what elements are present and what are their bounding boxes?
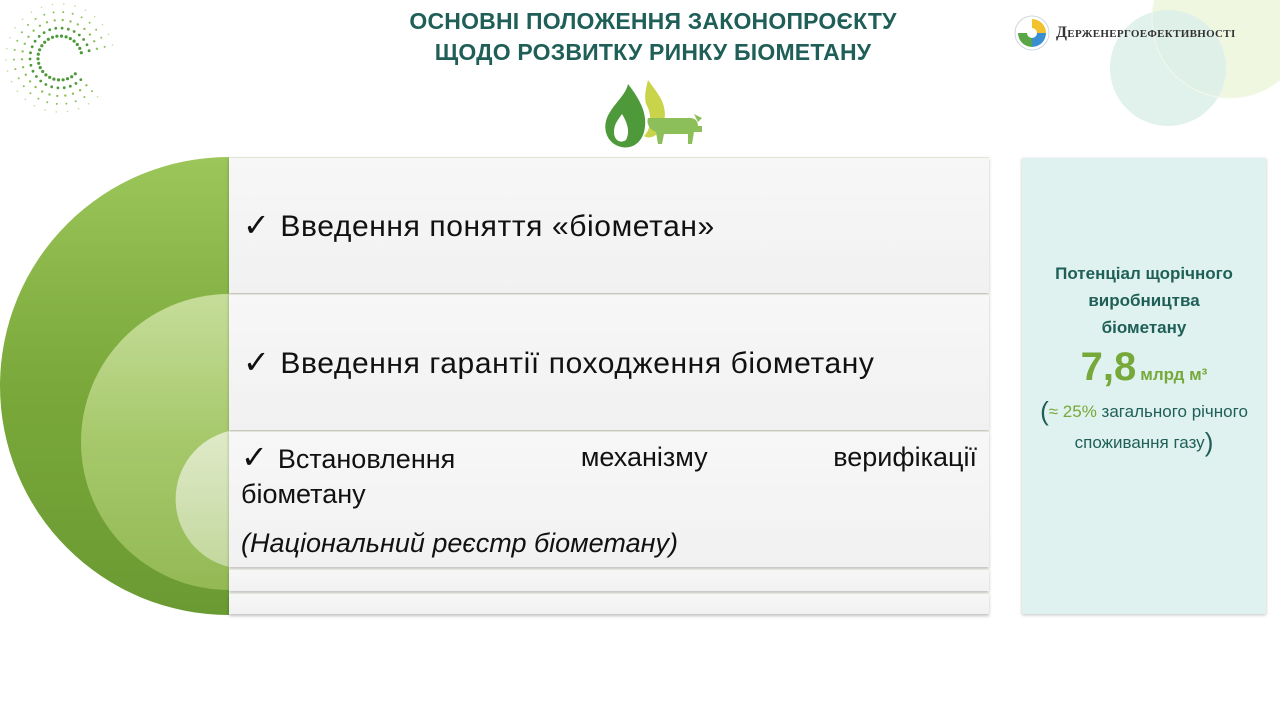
logo-dot [25,74,27,76]
logo-dot [21,31,23,33]
logo-dot [63,86,66,89]
logo-dot [70,75,73,78]
logo-dot [41,90,43,92]
logo-dot [32,70,35,73]
logo-dot [112,44,114,46]
logo-dot [21,58,23,60]
logo-dot [66,77,69,80]
logo-dot [86,43,89,46]
agency-name: Держенергоефективності [1056,24,1236,41]
logo-dot [29,58,32,61]
logo-dot [96,48,98,50]
logo-dot [83,96,85,98]
logo-dot [38,48,41,51]
bullet-1 [243,206,977,244]
bullet-1-text: Введення поняття «біометан» [280,210,715,243]
logo-dot [38,35,41,38]
agency-logo [1014,14,1236,52]
logo-dot [37,98,39,100]
potential-value-row [1022,345,1266,390]
bullet-2 [243,343,977,381]
logo-dot [11,81,13,83]
logo-dot [37,53,40,56]
logo-dot [34,86,36,88]
logo-dot [29,80,31,82]
logo-dot [62,78,65,81]
logo-dot [6,48,8,50]
logo-dot [85,84,87,86]
logo-dot [74,72,77,75]
logo-dot [39,66,42,69]
logo-dot [41,70,44,73]
logo-dot [88,103,90,105]
logo-dot [24,43,26,45]
logo-dot [56,103,58,105]
logo-dot [48,93,50,95]
logo-dot [57,78,60,81]
logo-dot [94,16,96,18]
logo-dot [43,41,46,44]
logo-dot [29,92,31,94]
potential-note [1039,396,1249,458]
logo-dot [69,20,71,22]
logo-dot [37,62,40,65]
logo-dot [7,70,9,72]
empty-band-5 [229,593,989,614]
logo-dot [93,40,95,42]
check-icon: ✓ [241,439,268,475]
agency-logo-icon [1014,15,1050,51]
logo-dot [65,103,67,105]
logo-dot [17,90,19,92]
logo-dot [54,19,56,21]
bullet-3-word-1: ✓ Встановлення [241,439,456,475]
logo-dot [77,23,79,25]
logo-dot [72,13,74,15]
bullet-3-note: (Національний реєстр біометану) [241,528,678,558]
logo-dot [55,111,57,113]
potential-value: 7,8 [1080,345,1137,389]
logo-dot [18,77,20,79]
logo-dot [51,36,54,39]
logo-dot [39,80,42,83]
logo-dot [78,34,81,37]
logo-dot [89,33,91,35]
logo-dot [14,27,16,29]
bullet-3-line-2: біометану [241,479,366,509]
logo-dot [74,5,76,7]
logo-dot [79,78,82,81]
logo-dot [102,24,104,26]
logo-dot [56,95,58,97]
empty-band-4 [229,569,989,591]
note-text: загального річного споживання газу [1074,402,1248,452]
potential-unit: млрд м³ [1140,365,1208,384]
logo-dot [16,40,18,42]
logo-dot [27,36,29,38]
logo-dot [32,30,34,32]
logo-dot [31,11,33,13]
logo-dot [55,35,58,38]
check-icon: ✓ [243,344,271,380]
logo-dot [62,11,64,13]
logo-dot [54,27,57,30]
logo-dot [97,96,99,98]
logo-dot [23,85,25,87]
note-close-paren: ) [1204,427,1214,457]
bullet-3 [241,440,977,512]
logo-dot [81,16,83,18]
logo-dot [61,27,64,30]
bullet-3-word-2: механізму [580,442,708,472]
logo-dot [85,10,87,12]
logo-dot [36,57,39,60]
logo-dot [39,25,41,27]
logo-dot [67,28,70,31]
logo-dot [80,51,83,54]
logo-dot [69,37,72,40]
logo-dot [89,22,91,24]
logo-dot [82,38,85,41]
logo-dot [44,109,46,111]
logo-dot [45,83,48,86]
logo-dot [27,24,29,26]
logo-dot [34,105,36,107]
bullet-2-text: Введення гарантії походження біометану [280,347,875,380]
logo-dot [79,89,81,91]
logo-dot [48,76,51,79]
slide-title-line-1: ОСНОВНІ ПОЛОЖЕННЯ ЗАКОНОПРОЄКТУ [409,8,897,34]
logo-dot [35,18,37,20]
logo-dot [9,37,11,39]
check-icon: ✓ [243,207,271,243]
logo-dot [75,82,78,85]
slide-title-line-2: ЩОДО РОЗВИТКУ РИНКУ БІОМЕТАНУ [434,39,872,65]
logo-dot [75,100,77,102]
logo-dot [78,108,80,110]
logo-dot [43,31,46,34]
potential-card [1022,158,1266,614]
logo-dot [30,64,33,67]
logo-dot [73,40,76,43]
logo-dot [95,29,97,31]
logo-dot [65,35,68,38]
logo-dot [22,66,24,68]
note-percent: ≈ 25% [1048,402,1097,421]
bullet-3-word-3: верифікації [833,442,977,472]
logo-dot [72,93,74,95]
logo-dot [53,11,55,13]
logo-dot [57,87,60,90]
logo-dot [52,4,54,6]
logo-dot [64,94,66,96]
logo-dot [21,50,23,52]
logo-dot [48,28,51,31]
logo-dot [62,19,64,21]
logo-dot [44,73,47,76]
logo-dot [67,111,69,113]
bullet-band-3 [229,431,989,567]
bullet-band-1 [229,157,989,293]
logo-dot [13,59,15,61]
logo-dot [47,38,50,41]
outer-arc [0,157,229,615]
logo-dot [50,85,53,88]
logo-dot [104,46,106,48]
logo-dot [69,85,72,88]
dotted-circle-logo-icon [0,0,120,120]
inner-arc [176,431,229,567]
logo-dot [14,49,16,51]
logo-dot [78,47,81,50]
logo-dot [108,34,110,36]
logo-dot [25,99,27,101]
logo-dot [88,49,91,52]
logo-dot [52,78,55,81]
middle-arc [81,294,229,590]
logo-dot [91,90,93,92]
logo-dot [34,40,37,43]
logo-dot [63,3,65,5]
logo-dot [31,45,34,48]
logo-dot [60,35,63,38]
biomethane-flame-cow-icon [598,74,708,152]
logo-dot [73,30,76,33]
logo-dot [41,7,43,9]
note-open-paren: ( [1040,396,1049,426]
logo-dot [46,21,48,23]
logo-dot [83,28,85,30]
logo-dot [35,75,38,78]
slide-title [300,6,1006,68]
logo-dot [100,37,102,39]
bullet-band-2 [229,294,989,430]
logo-dot [29,51,32,54]
logo-dot [5,59,7,61]
logo-dot [22,18,24,20]
potential-heading: Потенціал щорічного виробництва біометану [1055,264,1233,337]
logo-dot [43,14,45,16]
logo-dot [14,68,16,70]
logo-dot [46,101,48,103]
logo-dot [76,43,79,46]
logo-dot [40,44,43,47]
